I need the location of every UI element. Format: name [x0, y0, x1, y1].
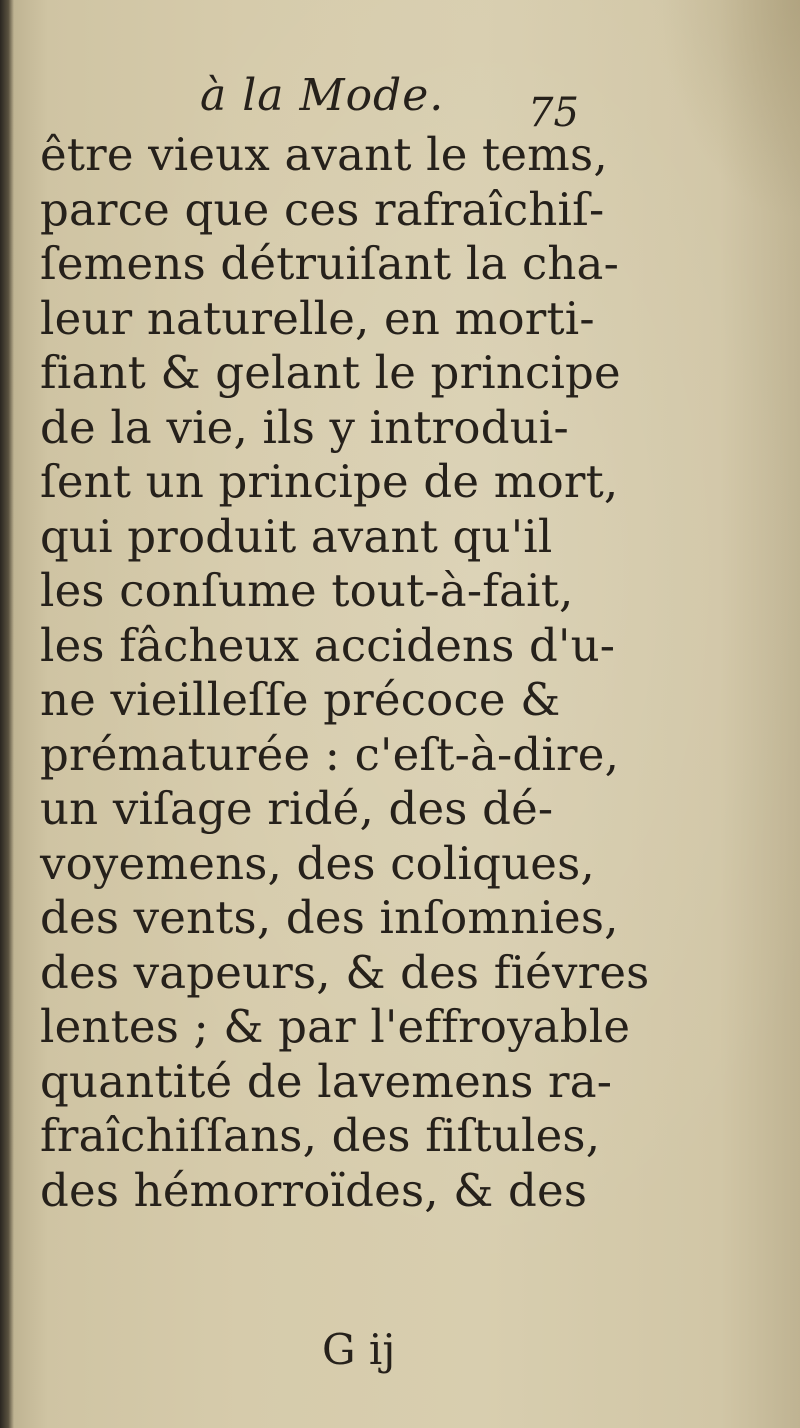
text-line: des hémorroïdes, & des — [40, 1163, 588, 1217]
text-line: des vapeurs, & des fiévres — [40, 945, 650, 999]
book-spine-shadow — [0, 0, 14, 1428]
text-line: ſent un principe de mort, — [40, 455, 619, 508]
text-line: voyemens, des coliques, — [40, 836, 595, 890]
signature-mark: G ij — [322, 1325, 396, 1374]
text-line: les conſume tout-à-fait, — [40, 564, 574, 617]
page-number: 75 — [528, 90, 579, 136]
text-line: parce que ces rafraîchiſ- — [40, 182, 605, 236]
text-line: lentes ; & par l'effroyable — [40, 1000, 631, 1053]
text-line: qui produit avant qu'il — [40, 509, 553, 563]
text-line: fraîchiſſans, des fiſtules, — [40, 1109, 601, 1162]
text-line: ne vieilleſſe précoce & — [40, 673, 561, 726]
body-text — [40, 128, 650, 1218]
text-line: leur naturelle, en morti- — [40, 291, 595, 345]
text-line: des vents, des inſomnies, — [40, 891, 619, 944]
text-line: quantité de lavemens ra- — [40, 1054, 613, 1108]
text-line: ſemens détruiſant la cha- — [40, 237, 619, 290]
text-line: être vieux avant le tems, — [40, 128, 608, 181]
text-line: fiant & gelant le principe — [40, 346, 621, 399]
paper-stain — [660, 0, 800, 220]
text-line: de la vie, ils y introdui- — [40, 400, 569, 454]
text-line: un viſage ridé, des dé- — [40, 782, 554, 835]
text-line: les fâcheux accidens d'u- — [40, 618, 616, 672]
text-line: prématurée : c'eſt-à-dire, — [40, 727, 620, 781]
running-head: à la Mode. — [200, 70, 445, 121]
